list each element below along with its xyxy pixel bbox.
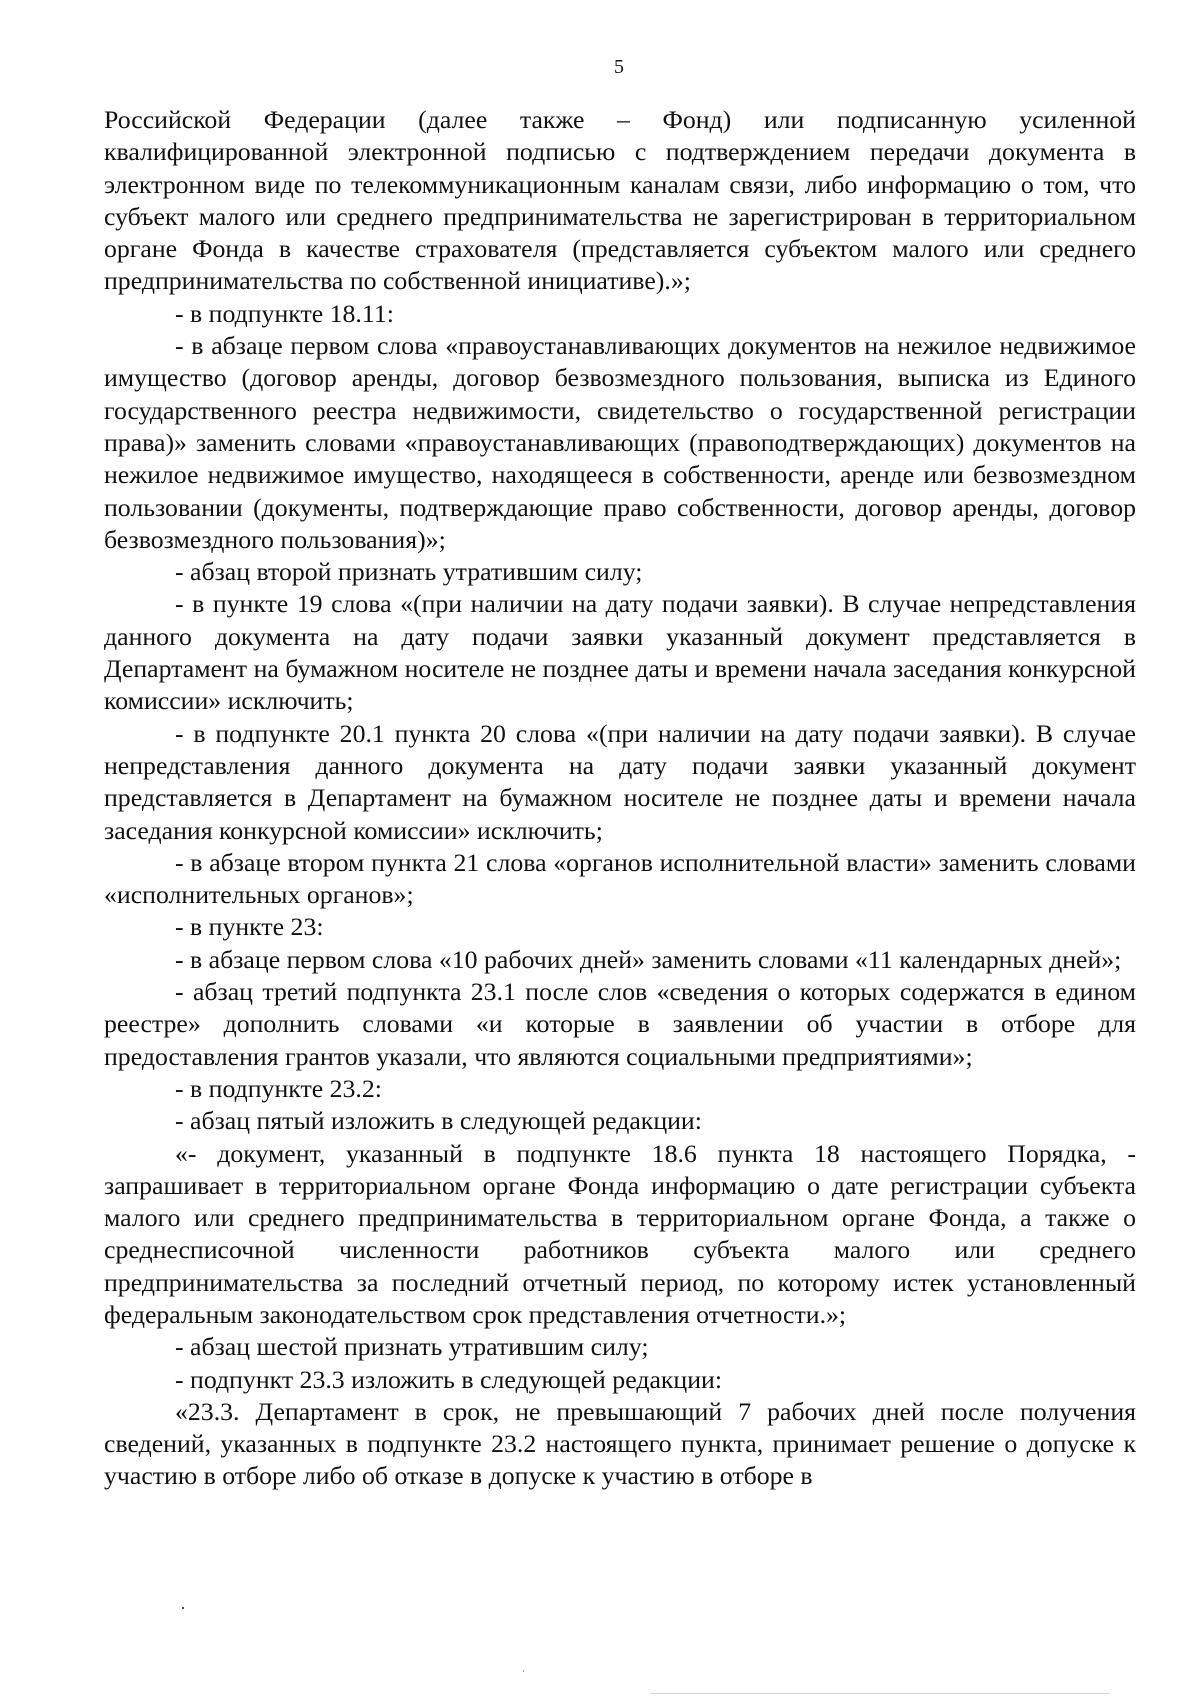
- paragraph-subpoint-20-1: - в подпункте 20.1 пункта 20 слова «(при наличии на дату подачи заявки). В случае непредставления данного документа на дату подачи заявки указанный документ представляется в Департамент на бумажном носителе не позднее даты и времени начала заседания конкурсной комиссии» исключить;: [104, 718, 1136, 845]
- paragraph-point-19: - в пункте 19 слова «(при наличии на дату подачи заявки). В случае непредставления данного документа на дату подачи заявки указанный документ представляется в Департамент на бумажном носителе не позднее даты и времени начала заседания конкурсной комиссии» исключить;: [104, 589, 1136, 716]
- paragraph-second-abzac-void: - абзац второй признать утратившим силу;: [175, 557, 643, 587]
- paragraph-subpoint-18-11: - в подпункте 18.11:: [175, 298, 394, 328]
- scan-speck: [523, 1670, 524, 1672]
- paragraph-continuation: Российской Федерации (далее также – Фонд) или подписанную усиленной квалифицированной электронной подписью с подтверждением передачи документа в электронном виде по телекоммуникационным каналам связи, либо информацию о том, что субъект малого или среднего предпринимательства не зарегистрирован в территориальном органе Фонда в качестве страхователя (представляется субъектом малого или среднего предпринимательства по собственной инициативе).»;: [104, 105, 1136, 296]
- paragraph-sixth-abzac-void: - абзац шестой признать утратившим силу;: [175, 1332, 649, 1362]
- paragraph-subpoint-23-3: - подпункт 23.3 изложить в следующей редакции:: [175, 1364, 723, 1394]
- paragraph-subpoint-23-3-text: «23.3. Департамент в срок, не превышающий 7 рабочих дней после получения сведений, указанных в подпункте 23.2 настоящего пункта, принимает решение о допуске к участию в отборе либо об отказе в допуске к участию в отборе в: [104, 1396, 1136, 1491]
- paragraph-point-21: - в абзаце втором пункта 21 слова «органов исполнительной власти» заменить словами «исполнительных органов»;: [104, 847, 1136, 910]
- document-body: [104, 104, 1136, 1493]
- paragraph-subpoint-23-2: - в подпункте 23.2:: [175, 1073, 382, 1103]
- paragraph-point-23: - в пункте 23:: [175, 912, 324, 942]
- footer-rule: [650, 1693, 1110, 1694]
- paragraph-fifth-abzac: - абзац пятый изложить в следующей редакции:: [175, 1106, 702, 1136]
- paragraph-fifth-abzac-text: «- документ, указанный в подпункте 18.6 пункта 18 настоящего Порядка, - запрашивает в территориальном органе Фонда информацию о дате регистрации субъекта малого или среднего предпринимательства в территориальном органе Фонда, а также о среднесписочной численности работников субъекта малого или среднего предпринимательства за последний отчетный период, по которому истек установленный федеральным законодательством срок представления отчетности.»;: [104, 1138, 1136, 1329]
- page-number: 5: [614, 56, 624, 78]
- paragraph-subpoint-23-1: - абзац третий подпункта 23.1 после слов «сведения о которых содержатся в едином реестре» дополнить словами «и которые в заявлении об участии в отборе для предоставления грантов указали, что являются социальными предприятиями»;: [104, 977, 1136, 1071]
- paragraph-first-abzac-replacement: - в абзаце первом слова «правоустанавливающих документов на нежилое недвижимое имущество (договор аренды, договор безвозмездного пользования, выписка из Единого государственного реестра недвижимости, свидетельство о государственной регистрации права)» заменить словами «правоустанавливающих (правоподтверждающих) документов на нежилое недвижимое имущество, находящееся в собственности, аренде или безвозмездном пользовании (документы, подтверждающие право собственности, договор аренды, договор безвозмездного пользования)»;: [104, 331, 1136, 554]
- paragraph-point-23-first-abzac: - в абзаце первом слова «10 рабочих дней» заменить словами «11 календарных дней»;: [175, 944, 1122, 974]
- scan-speck: [182, 1607, 184, 1609]
